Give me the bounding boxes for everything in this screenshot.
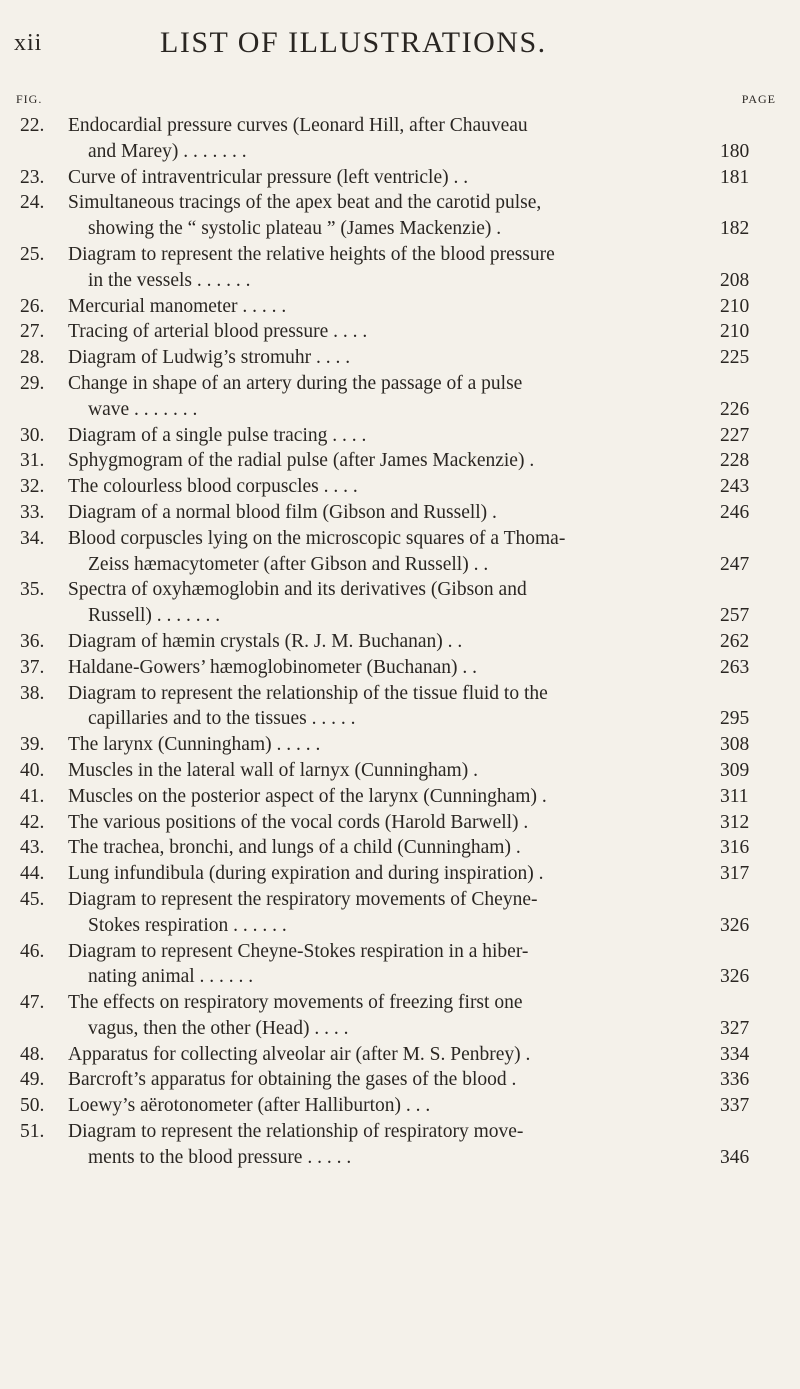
caption-text: Change in shape of an artery during the passage of a pulse [68, 372, 523, 394]
entry-line [0, 526, 800, 552]
entry-line [0, 861, 800, 887]
caption-text: Diagram to represent the relationship of respiratory move- [68, 1121, 524, 1143]
page-number: 243 [720, 476, 750, 498]
entry-continuation-line [0, 1016, 800, 1042]
entry-line [0, 371, 800, 397]
list-item [0, 577, 800, 629]
list-item [0, 371, 800, 423]
figure-number: 41. [20, 785, 45, 807]
entry-continuation-line [0, 913, 800, 939]
figure-number: 26. [20, 295, 45, 317]
caption-text: Stokes respiration . . . . . . [88, 914, 287, 936]
caption-text: Simultaneous tracings of the apex beat and the carotid pulse, [68, 192, 542, 214]
caption-text: capillaries and to the tissues . . . . . [88, 708, 356, 730]
caption-text: Spectra of oxyhæmoglobin and its derivatives (Gibson and [68, 579, 527, 601]
caption-text: nating animal . . . . . . [88, 966, 254, 988]
entry-line [0, 784, 800, 810]
caption-text: Diagram to represent the relative heights of the blood pressure [68, 243, 555, 265]
list-item [0, 294, 800, 320]
entry-continuation-line [0, 216, 800, 242]
figure-number: 38. [20, 682, 45, 704]
caption-text: Barcroft’s apparatus for obtaining the gases of the blood . [68, 1069, 517, 1091]
figure-number: 32. [20, 476, 45, 498]
caption-text: Diagram of hæmin crystals (R. J. M. Buchanan) . . [68, 630, 463, 652]
figure-number: 40. [20, 759, 45, 781]
entry-line [0, 423, 800, 449]
entry-line [0, 1042, 800, 1068]
entry-line [0, 939, 800, 965]
list-item [0, 655, 800, 681]
entry-continuation-line [0, 706, 800, 732]
page-number: 346 [720, 1146, 750, 1168]
entry-line [0, 448, 800, 474]
caption-text: vagus, then the other (Head) . . . . [88, 1017, 349, 1039]
figure-number: 42. [20, 811, 45, 833]
figure-number: 33. [20, 501, 45, 523]
page-number: 316 [720, 837, 750, 859]
entry-line [0, 294, 800, 320]
caption-text: Haldane-Gowers’ hæmoglobinometer (Buchanan) . . [68, 656, 478, 678]
figure-number: 49. [20, 1069, 45, 1091]
list-item [0, 939, 800, 991]
page-number: 337 [720, 1095, 750, 1117]
figure-number: 30. [20, 424, 45, 446]
caption-text: The effects on respiratory movements of freezing first one [68, 992, 523, 1014]
figure-number: 50. [20, 1095, 45, 1117]
caption-text: The colourless blood corpuscles . . . . [68, 476, 358, 498]
entry-line [0, 655, 800, 681]
caption-text: Diagram to represent the respiratory movements of Cheyne- [68, 888, 538, 910]
entry-line [0, 345, 800, 371]
page-number: 225 [720, 347, 750, 369]
page-number: 327 [720, 1017, 750, 1039]
entry-line [0, 113, 800, 139]
running-title: LIST OF ILLUSTRATIONS. [160, 26, 547, 59]
caption-text: showing the “ systolic plateau ” (James Mackenzie) . [88, 218, 502, 240]
figure-number: 34. [20, 527, 45, 549]
caption-text: Diagram to represent Cheyne-Stokes respiration in a hiber- [68, 940, 529, 962]
list-item [0, 1067, 800, 1093]
list-item [0, 1042, 800, 1068]
entry-continuation-line [0, 964, 800, 990]
page-number: 257 [720, 605, 750, 627]
entry-continuation-line [0, 397, 800, 423]
entry-line [0, 732, 800, 758]
page-number: 228 [720, 450, 750, 472]
entry-line [0, 990, 800, 1016]
figure-number: 45. [20, 888, 45, 910]
page-number: 208 [720, 269, 750, 291]
figure-number: 24. [20, 192, 45, 214]
entry-line [0, 810, 800, 836]
list-item [0, 242, 800, 294]
list-item [0, 500, 800, 526]
list-item [0, 319, 800, 345]
caption-text: Lung infundibula (during expiration and during inspiration) . [68, 863, 544, 885]
page-number: 317 [720, 863, 750, 885]
caption-text: Sphygmogram of the radial pulse (after James Mackenzie) . [68, 450, 535, 472]
caption-text: Tracing of arterial blood pressure . . . . [68, 321, 368, 343]
page-number: 262 [720, 630, 750, 652]
list-item [0, 732, 800, 758]
caption-text: Apparatus for collecting alveolar air (after M. S. Penbrey) . [68, 1043, 531, 1065]
figure-number: 27. [20, 321, 45, 343]
caption-text: Diagram of Ludwig’s stromuhr . . . . [68, 347, 351, 369]
caption-text: Muscles in the lateral wall of larnyx (Cunningham) . [68, 759, 478, 781]
page-number: 308 [720, 734, 750, 756]
entry-line [0, 242, 800, 268]
page-number: 334 [720, 1043, 750, 1065]
caption-text: in the vessels . . . . . . [88, 269, 251, 291]
entry-line [0, 190, 800, 216]
list-item [0, 345, 800, 371]
page-number: 180 [720, 140, 750, 162]
caption-text: ments to the blood pressure . . . . . [88, 1146, 352, 1168]
page-number: 295 [720, 708, 750, 730]
illustrations-list [0, 113, 800, 1171]
page-folio: xii [14, 30, 43, 56]
list-item [0, 887, 800, 939]
entry-line [0, 474, 800, 500]
list-item [0, 1093, 800, 1119]
caption-text: Zeiss hæmacytometer (after Gibson and Russell) . . [88, 553, 489, 575]
entry-continuation-line [0, 1145, 800, 1171]
caption-text: The various positions of the vocal cords (Harold Barwell) . [68, 811, 529, 833]
figure-number: 29. [20, 372, 45, 394]
entry-continuation-line [0, 268, 800, 294]
page-header [0, 24, 800, 68]
page-number: 312 [720, 811, 750, 833]
page-number: 311 [720, 785, 749, 807]
list-item [0, 810, 800, 836]
list-item [0, 758, 800, 784]
page-number: 181 [720, 166, 750, 188]
figure-number: 46. [20, 940, 45, 962]
caption-text: Blood corpuscles lying on the microscopic squares of a Thoma- [68, 527, 566, 549]
caption-text: Diagram of a normal blood film (Gibson and Russell) . [68, 501, 497, 523]
list-item [0, 165, 800, 191]
page-number: 210 [720, 321, 750, 343]
figure-number: 39. [20, 734, 45, 756]
page-number: 326 [720, 966, 750, 988]
list-item [0, 990, 800, 1042]
entry-line [0, 1093, 800, 1119]
caption-text: Diagram to represent the relationship of the tissue fluid to the [68, 682, 548, 704]
entry-line [0, 319, 800, 345]
list-item [0, 784, 800, 810]
figure-number: 25. [20, 243, 45, 265]
entry-line [0, 629, 800, 655]
list-item [0, 629, 800, 655]
caption-text: Endocardial pressure curves (Leonard Hill, after Chauveau [68, 115, 528, 136]
entry-line [0, 758, 800, 784]
caption-text: The larynx (Cunningham) . . . . . [68, 734, 321, 756]
caption-text: Diagram of a single pulse tracing . . . . [68, 424, 367, 446]
figure-number: 22. [20, 115, 45, 136]
entry-line [0, 887, 800, 913]
entry-line [0, 500, 800, 526]
entry-line [0, 1119, 800, 1145]
caption-text: The trachea, bronchi, and lungs of a child (Cunningham) . [68, 837, 521, 859]
entry-continuation-line [0, 139, 800, 165]
page-number: 227 [720, 424, 750, 446]
entry-line [0, 165, 800, 191]
page-number: 210 [720, 295, 750, 317]
page-number: 246 [720, 501, 750, 523]
caption-text: and Marey) . . . . . . . [88, 140, 247, 162]
page-number: 309 [720, 759, 750, 781]
list-item [0, 474, 800, 500]
page-number: 326 [720, 914, 750, 936]
page-number: 263 [720, 656, 750, 678]
figure-number: 28. [20, 347, 45, 369]
list-item [0, 190, 800, 242]
figure-number: 43. [20, 837, 45, 859]
caption-text: Mercurial manometer . . . . . [68, 295, 287, 317]
page-number: 182 [720, 218, 750, 240]
list-item [0, 113, 800, 165]
page-column-heading: PAGE [741, 92, 776, 106]
entry-line [0, 1067, 800, 1093]
figure-number: 36. [20, 630, 45, 652]
caption-text: Muscles on the posterior aspect of the larynx (Cunningham) . [68, 785, 547, 807]
list-item [0, 861, 800, 887]
entry-continuation-line [0, 603, 800, 629]
figure-number: 31. [20, 450, 45, 472]
figure-number: 51. [20, 1121, 45, 1143]
figure-number: 48. [20, 1043, 45, 1065]
figure-number: 47. [20, 992, 45, 1014]
page-number: 336 [720, 1069, 750, 1091]
list-item [0, 448, 800, 474]
page-number: 247 [720, 553, 750, 575]
caption-text: Curve of intraventricular pressure (left ventricle) . . [68, 166, 469, 188]
page-number: 226 [720, 398, 750, 420]
caption-text: Russell) . . . . . . . [88, 605, 221, 627]
figure-number: 44. [20, 863, 45, 885]
entry-line [0, 835, 800, 861]
entry-continuation-line [0, 552, 800, 578]
figure-number: 23. [20, 166, 45, 188]
list-item [0, 681, 800, 733]
entry-line [0, 681, 800, 707]
caption-text: Loewy’s aërotonometer (after Halliburton) . . . [68, 1095, 431, 1117]
list-item [0, 1119, 800, 1171]
list-item [0, 423, 800, 449]
list-item [0, 526, 800, 578]
entry-line [0, 577, 800, 603]
figure-number: 35. [20, 579, 45, 601]
list-item [0, 835, 800, 861]
fig-column-heading: FIG. [16, 92, 43, 106]
column-headings [0, 92, 800, 110]
figure-number: 37. [20, 656, 45, 678]
caption-text: wave . . . . . . . [88, 398, 198, 420]
